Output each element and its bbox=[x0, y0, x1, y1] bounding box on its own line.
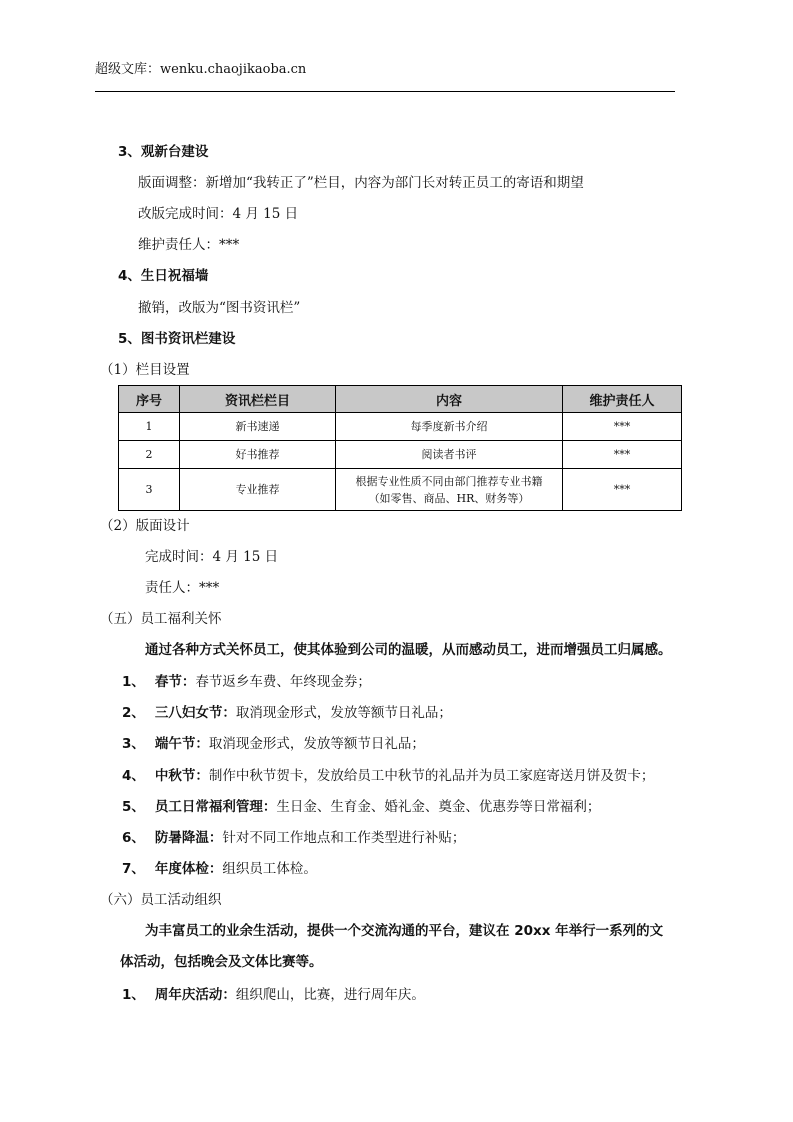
item-value: 取消现金形式，发放等额节日礼品； bbox=[235, 705, 452, 722]
paragraph: 撤销，改版为“图书资讯栏” bbox=[138, 300, 301, 316]
cell: 专业推荐 bbox=[180, 469, 336, 511]
section-heading: 4、生日祝福墙 bbox=[118, 268, 209, 284]
section-heading: （五）员工福利关怀 bbox=[100, 611, 222, 627]
cell: *** bbox=[563, 413, 682, 441]
paragraph: 责任人：*** bbox=[145, 580, 220, 596]
column-table bbox=[118, 385, 682, 511]
item-number: 1、 bbox=[122, 674, 145, 690]
cell: 1 bbox=[119, 413, 180, 441]
section-heading: （六）员工活动组织 bbox=[100, 892, 222, 908]
item-key: 年度体检： bbox=[154, 861, 223, 878]
cell: 新书速递 bbox=[180, 413, 336, 441]
subheading: （2）版面设计 bbox=[100, 518, 190, 534]
header-cell: 资讯栏栏目 bbox=[180, 386, 336, 413]
paragraph: 维护责任人：*** bbox=[138, 237, 240, 253]
list-item bbox=[122, 798, 600, 816]
paragraph: 版面调整：新增加“我转正了”栏目，内容为部门长对转正员工的寄语和期望 bbox=[138, 175, 584, 191]
paragraph: 通过各种方式关怀员工，使其体验到公司的温暖，从而感动员工，进而增强员工归属感。 bbox=[145, 642, 672, 658]
header-cell: 内容 bbox=[336, 386, 563, 413]
cell: 阅读者书评 bbox=[336, 441, 563, 469]
item-value: 生日金、生育金、婚礼金、奠金、优惠券等日常福利； bbox=[276, 798, 601, 815]
cell: 好书推荐 bbox=[180, 441, 336, 469]
table-header-row bbox=[119, 386, 682, 413]
table-row bbox=[119, 413, 682, 441]
item-number: 5、 bbox=[122, 798, 145, 815]
paragraph: 体活动，包括晚会及文体比赛等。 bbox=[120, 954, 323, 970]
item-key: 三八妇女节： bbox=[154, 705, 236, 722]
list-item bbox=[122, 735, 425, 753]
item-value: 取消现金形式，发放等额节日礼品； bbox=[208, 736, 425, 753]
site-header: 超级文库：wenku.chaojikaoba.cn bbox=[95, 62, 307, 77]
list-item bbox=[122, 829, 465, 847]
item-key: 员工日常福利管理： bbox=[154, 798, 277, 815]
table-row bbox=[119, 441, 682, 469]
item-number: 4、 bbox=[122, 767, 145, 784]
cell: *** bbox=[563, 469, 682, 511]
paragraph: 为丰富员工的业余生活动，提供一个交流沟通的平台，建议在 20xx 年举行一系列的文 bbox=[145, 923, 664, 939]
paragraph: 完成时间：4 月 15 日 bbox=[145, 549, 279, 565]
cell: 每季度新书介绍 bbox=[336, 413, 563, 441]
list-item bbox=[122, 860, 317, 878]
item-value: 制作中秋节贺卡，发放给员工中秋节的礼品并为员工家庭寄送月饼及贺卡； bbox=[208, 767, 655, 784]
cell: *** bbox=[563, 441, 682, 469]
table-row bbox=[119, 469, 682, 511]
header-cell: 序号 bbox=[119, 386, 180, 413]
item-value: 春节返乡车费、年终现金券； bbox=[195, 674, 371, 690]
list-item bbox=[122, 986, 425, 1004]
item-value: 针对不同工作地点和工作类型进行补贴； bbox=[222, 830, 466, 846]
item-number: 1、 bbox=[122, 987, 145, 1003]
paragraph: 改版完成时间：4 月 15 日 bbox=[138, 206, 299, 222]
item-key: 周年庆活动： bbox=[154, 987, 236, 1003]
item-key: 防暑降温： bbox=[154, 830, 223, 846]
subheading: （1）栏目设置 bbox=[100, 362, 190, 378]
header-rule bbox=[95, 91, 675, 92]
item-key: 中秋节： bbox=[154, 767, 209, 784]
list-item bbox=[122, 704, 452, 722]
item-number: 7、 bbox=[122, 861, 145, 878]
section-heading: 3、观新台建设 bbox=[118, 144, 209, 160]
item-number: 3、 bbox=[122, 736, 145, 753]
section-heading: 5、图书资讯栏建设 bbox=[118, 331, 236, 347]
item-key: 春节： bbox=[154, 674, 196, 690]
item-value: 组织员工体检。 bbox=[222, 861, 317, 878]
item-value: 组织爬山，比赛，进行周年庆。 bbox=[235, 987, 425, 1003]
list-item bbox=[122, 673, 371, 691]
header-cell: 维护责任人 bbox=[563, 386, 682, 413]
item-number: 6、 bbox=[122, 830, 145, 846]
list-item bbox=[122, 767, 654, 785]
item-number: 2、 bbox=[122, 705, 145, 722]
cell: 3 bbox=[119, 469, 180, 511]
cell: 2 bbox=[119, 441, 180, 469]
item-key: 端午节： bbox=[154, 736, 209, 753]
cell: 根据专业性质不同由部门推荐专业书籍 （如零售、商品、HR、财务等） bbox=[336, 469, 563, 511]
